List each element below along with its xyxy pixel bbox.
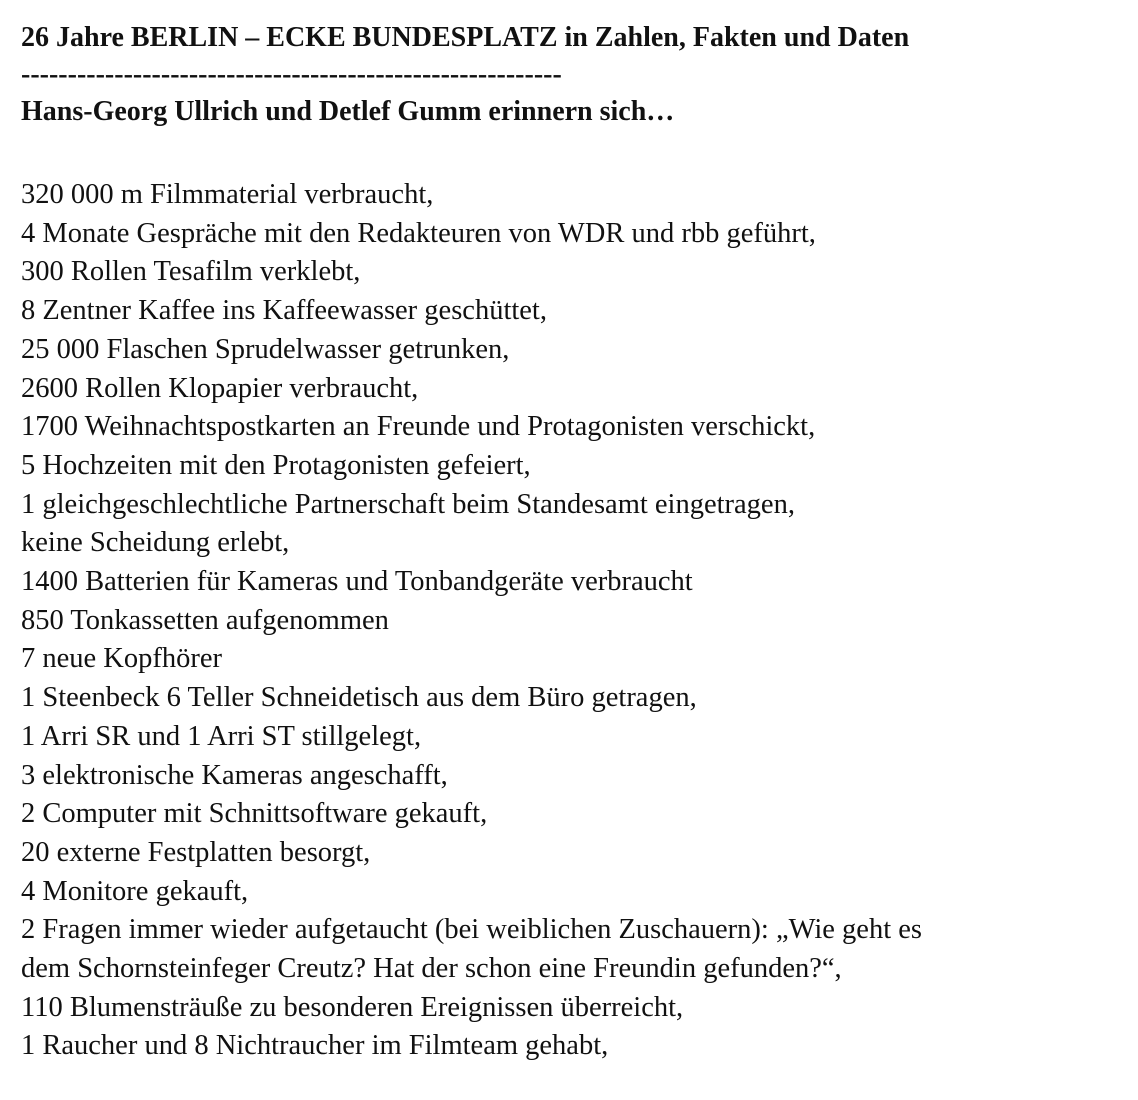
fact-line: 1 gleichgeschlechtliche Partnerschaft beim Standesamt eingetragen, — [21, 488, 795, 520]
fact-line: 1700 Weihnachtspostkarten an Freunde und Protagonisten verschickt, — [21, 411, 816, 443]
document-page — [21, 18, 1121, 1062]
fact-line: 320 000 m Filmmaterial verbraucht, — [21, 179, 434, 210]
fact-line: 1 Raucher und 8 Nichtraucher im Filmteam gehabt, — [21, 1030, 609, 1062]
fact-line: 2 Computer mit Schnittsoftware gekauft, — [21, 798, 488, 830]
fact-line: 3 elektronische Kameras angeschafft, — [21, 759, 448, 791]
fact-line: 2600 Rollen Klopapier verbraucht, — [21, 372, 419, 404]
fact-line: 110 Blumensträuße zu besonderen Ereignissen überreicht, — [21, 991, 684, 1023]
fact-line: 4 Monitore gekauft, — [21, 875, 249, 907]
document-title: 26 Jahre BERLIN – ECKE BUNDESPLATZ in Zahlen, Fakten und Daten — [21, 22, 910, 53]
fact-line: 5 Hochzeiten mit den Protagonisten gefeiert, — [21, 449, 531, 481]
fact-line: dem Schornsteinfeger Creutz? Hat der schon eine Freundin gefunden?“, — [21, 953, 842, 985]
fact-line: 8 Zentner Kaffee ins Kaffeewasser geschüttet, — [21, 295, 547, 327]
fact-line: 1 Arri SR und 1 Arri ST stillgelegt, — [21, 720, 422, 752]
fact-line: 1400 Batterien für Kameras und Tonbandgeräte verbraucht — [21, 566, 693, 598]
fact-line: 7 neue Kopfhörer — [21, 643, 223, 675]
document-subtitle: Hans-Georg Ullrich und Detlef Gumm erinnern sich… — [21, 96, 675, 127]
dashed-separator: ---------------------------------------------------------- — [21, 59, 562, 90]
fact-line: 4 Monate Gespräche mit den Redakteuren von WDR und rbb geführt, — [21, 217, 816, 249]
facts-list — [21, 176, 1121, 1066]
fact-line: 2 Fragen immer wieder aufgetaucht (bei weiblichen Zuschauern): „Wie geht es — [21, 914, 922, 946]
fact-line: 25 000 Flaschen Sprudelwasser getrunken, — [21, 333, 510, 365]
fact-line: 1 Steenbeck 6 Teller Schneidetisch aus dem Büro getragen, — [21, 682, 697, 714]
fact-line: 20 externe Festplatten besorgt, — [21, 836, 371, 868]
fact-line: 300 Rollen Tesafilm verklebt, — [21, 256, 361, 288]
fact-line: keine Scheidung erlebt, — [21, 527, 290, 559]
fact-line: 850 Tonkassetten aufgenommen — [21, 604, 389, 636]
